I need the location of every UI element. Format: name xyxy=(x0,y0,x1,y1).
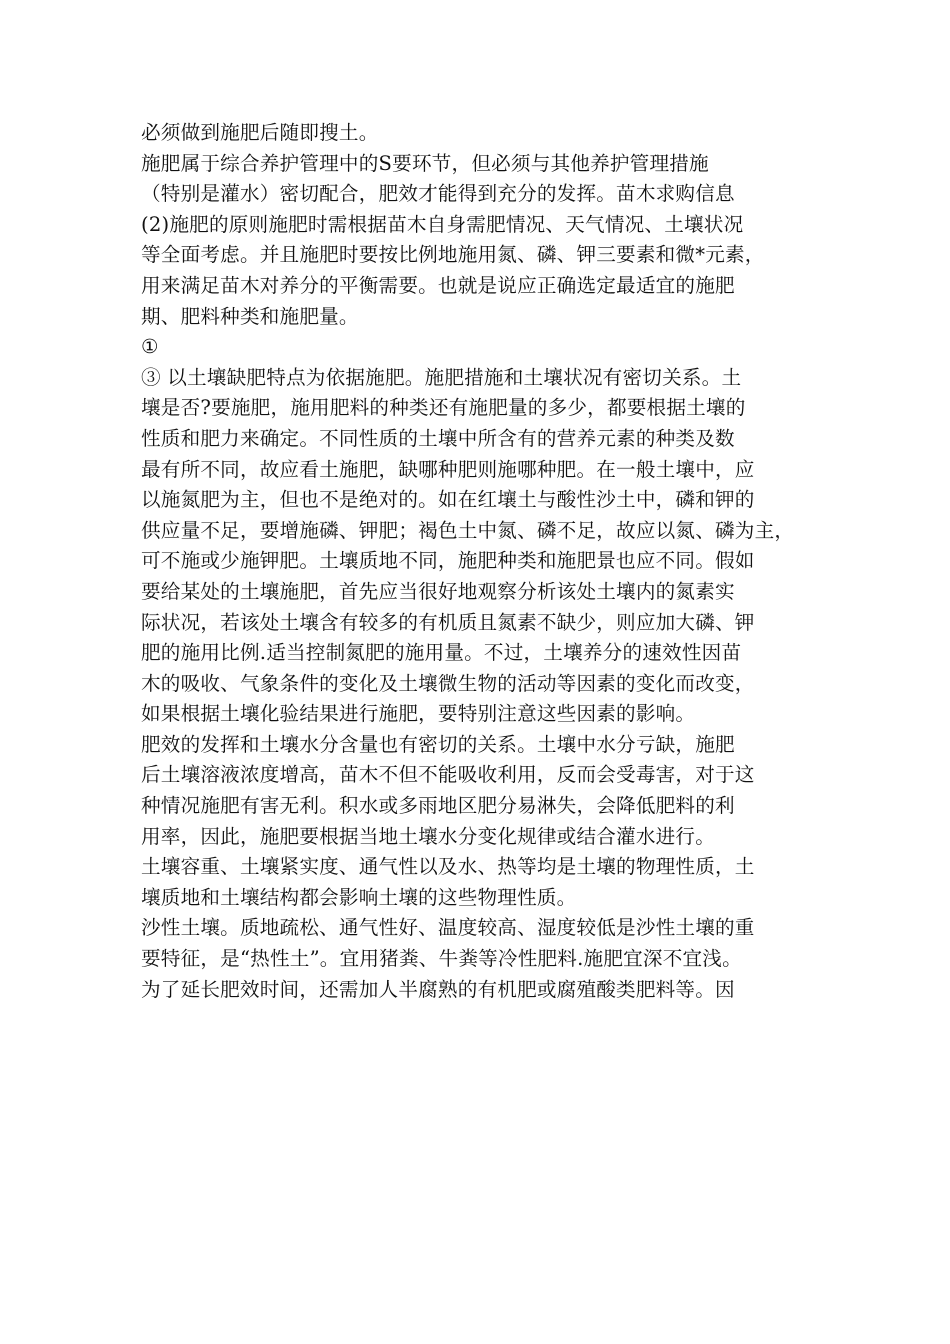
text-line: 壤是否?要施肥，施用肥料的种类还有施肥量的多少，都要根据土壤的 xyxy=(141,396,746,420)
text-line: 施肥属于综合养护管理中的S要环节，但必须与其他养护管理措施 xyxy=(141,151,709,175)
text-line: 如果根据土壤化验结果进行施肥，要特别注意这些因素的影响。 xyxy=(141,702,696,726)
text-line: 沙性土壤。质地疏松、通气性好、温度较高、湿度较低是沙性土壤的重 xyxy=(141,916,755,940)
text-line: (2)施肥的原则施肥时需根据苗木自身需肥情况、天气情况、土壤状况 xyxy=(141,212,744,236)
text-line: 为了延长肥效时间，还需加人半腐熟的有机肥或腐殖酸类肥料等。因 xyxy=(141,977,735,1001)
text-line: 期、肥料种类和施肥量。 xyxy=(141,304,359,328)
text-line: 要给某处的土壤施肥，首先应当很好地观察分析该处土壤内的氮素实 xyxy=(141,579,735,603)
text-line: （特别是灌水）密切配合，肥效才能得到充分的发挥。苗木求购信息 xyxy=(141,182,735,206)
text-line: 以施氮肥为主，但也不是绝对的。如在红壤土与酸性沙土中，磷和钾的 xyxy=(141,488,755,512)
text-line: 土壤容重、土壤紧实度、通气性以及水、热等均是土壤的物理性质，土 xyxy=(141,855,755,879)
text-line: 要特征，是“热性土”。宜用猪粪、牛粪等冷性肥料.施肥宜深不宜浅。 xyxy=(141,947,742,971)
text-line: 用来满足苗木对养分的平衡需要。也就是说应正确选定最适宜的施肥 xyxy=(141,273,735,297)
text-line: 供应量不足，要增施磷、钾肥；褐色土中氮、磷不足，故应以氮、磷为主， xyxy=(141,518,795,542)
text-line: 肥的施用比例.适当控制氮肥的施用量。不过，土壤养分的速效性因苗 xyxy=(141,641,742,665)
text-line: 用率，因此，施肥要根据当地土壤水分变化规律或结合灌水进行。 xyxy=(141,824,716,848)
text-line: ① xyxy=(141,335,159,359)
body-text xyxy=(141,118,831,1005)
text-line: 可不施或少施钾肥。土壤质地不同，施肥种类和施肥景也应不同。假如 xyxy=(141,549,755,573)
text-line: 性质和肥力来确定。不同性质的土壤中所含有的营养元素的种类及数 xyxy=(141,426,735,450)
text-line: ③ 以土壤缺肥特点为依据施肥。施肥措施和土壤状况有密切关系。土 xyxy=(141,365,742,389)
text-line: 木的吸收、气象条件的变化及土壤微生物的活动等因素的变化而改变， xyxy=(141,671,755,695)
text-line: 际状况，若该处土壤含有较多的有机质且氮素不缺少，则应加大磷、钾 xyxy=(141,610,755,634)
text-line: 肥效的发挥和土壤水分含量也有密切的关系。土壤中水分亏缺，施肥 xyxy=(141,732,735,756)
text-line: 种情况施肥有害无利。积水或多雨地区肥分易淋失，会降低肥料的利 xyxy=(141,794,735,818)
text-line: 后土壤溶液浓度增高，苗木不但不能吸收利用，反而会受毒害，对于这 xyxy=(141,763,755,787)
text-line: 等全面考虑。并且施肥时要按比例地施用氮、磷、钾三要素和微*元素， xyxy=(141,243,765,267)
text-line: 壤质地和土壤结构都会影响土壤的这些物理性质。 xyxy=(141,885,577,909)
text-line: 必须做到施肥后随即搜土。 xyxy=(141,121,379,144)
text-line: 最有所不同，故应看土施肥，缺哪种肥则施哪种肥。在一般土壤中，应 xyxy=(141,457,755,481)
